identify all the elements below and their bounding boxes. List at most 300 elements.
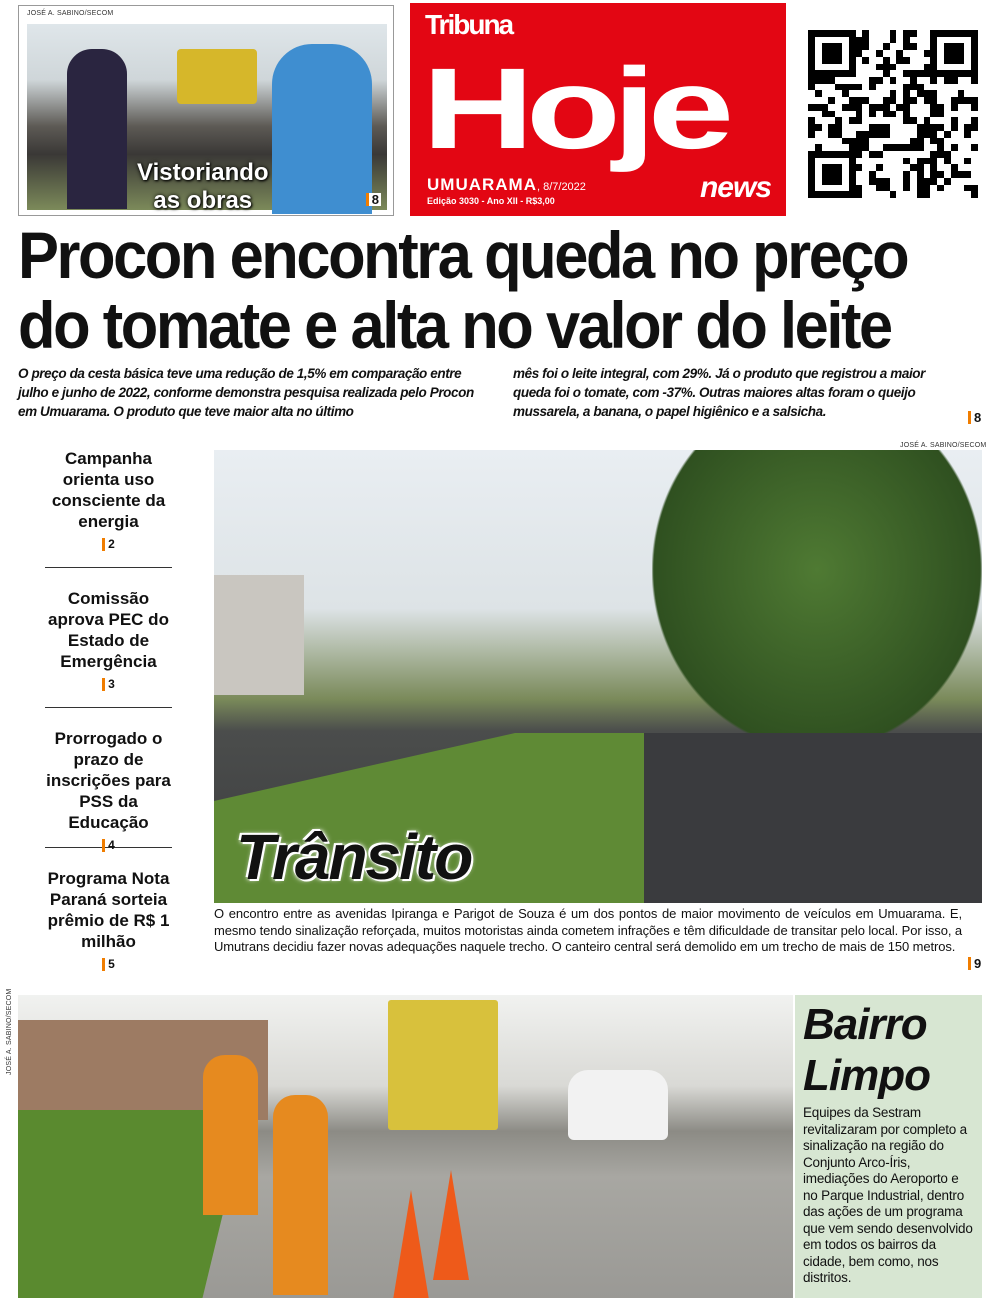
qr-module — [951, 131, 958, 138]
qr-module — [896, 90, 903, 97]
qr-module — [869, 178, 876, 185]
qr-module — [951, 84, 958, 91]
qr-module — [828, 37, 835, 44]
qr-module — [890, 117, 897, 124]
qr-module — [964, 164, 971, 171]
qr-module — [815, 43, 822, 50]
qr-module — [903, 64, 910, 71]
qr-module — [808, 43, 815, 50]
teaser-title: Prorrogado o prazo de inscrições para PSS da Educação — [46, 729, 171, 832]
qr-module — [924, 90, 931, 97]
qr-module — [944, 57, 951, 64]
qr-module — [944, 84, 951, 91]
qr-module — [808, 164, 815, 171]
qr-module — [869, 131, 876, 138]
qr-module — [835, 64, 842, 71]
qr-module — [917, 57, 924, 64]
qr-module — [815, 124, 822, 131]
qr-module — [910, 138, 917, 145]
qr-module — [971, 138, 978, 145]
qr-module — [876, 178, 883, 185]
top-teaser[interactable] — [18, 5, 394, 216]
qr-module — [835, 158, 842, 165]
qr-module — [869, 117, 876, 124]
qr-module — [828, 158, 835, 165]
qr-module — [815, 171, 822, 178]
qr-module — [958, 178, 965, 185]
qr-module — [849, 70, 856, 77]
qr-module — [951, 70, 958, 77]
qr-module — [842, 131, 849, 138]
qr-module — [910, 117, 917, 124]
qr-module — [849, 138, 856, 145]
qr-module — [876, 77, 883, 84]
qr-module — [964, 191, 971, 198]
qr-module — [883, 151, 890, 158]
qr-module — [924, 185, 931, 192]
masthead-logo — [410, 3, 786, 216]
qr-module — [937, 77, 944, 84]
qr-module — [903, 97, 910, 104]
qr-module — [815, 164, 822, 171]
photo-title: Trânsito — [236, 821, 472, 893]
qr-module — [958, 70, 965, 77]
qr-module — [903, 57, 910, 64]
qr-module — [822, 64, 829, 71]
qr-module — [856, 84, 863, 91]
qr-module — [958, 117, 965, 124]
qr-module — [862, 138, 869, 145]
qr-module — [944, 37, 951, 44]
qr-module — [930, 57, 937, 64]
qr-module — [930, 117, 937, 124]
qr-module — [971, 57, 978, 64]
qr-module — [876, 30, 883, 37]
qr-module — [903, 43, 910, 50]
qr-module — [924, 191, 931, 198]
qr-module — [849, 43, 856, 50]
qr-module — [862, 164, 869, 171]
qr-module — [842, 84, 849, 91]
qr-module — [930, 158, 937, 165]
qr-module — [930, 131, 937, 138]
qr-module — [944, 104, 951, 111]
qr-module — [930, 164, 937, 171]
qr-module — [937, 158, 944, 165]
qr-module — [944, 111, 951, 118]
qr-module — [937, 64, 944, 71]
qr-module — [917, 97, 924, 104]
qr-module — [808, 30, 815, 37]
qr-module — [910, 77, 917, 84]
qr-module — [808, 151, 815, 158]
qr-module — [808, 117, 815, 124]
qr-module — [896, 171, 903, 178]
qr-module — [964, 178, 971, 185]
qr-module — [849, 104, 856, 111]
qr-module — [896, 30, 903, 37]
qr-module — [930, 90, 937, 97]
qr-module — [856, 158, 863, 165]
qr-module — [890, 185, 897, 192]
qr-module — [856, 43, 863, 50]
qr-module — [917, 30, 924, 37]
qr-module — [890, 178, 897, 185]
qr-module — [890, 131, 897, 138]
qr-module — [849, 30, 856, 37]
qr-module — [971, 30, 978, 37]
qr-module — [964, 124, 971, 131]
qr-module — [835, 43, 842, 50]
qr-module — [808, 97, 815, 104]
qr-module — [815, 30, 822, 37]
qr-module — [937, 57, 944, 64]
qr-module — [903, 117, 910, 124]
person — [272, 44, 372, 214]
bairro-limpo-box[interactable] — [795, 995, 982, 1298]
qr-module — [944, 171, 951, 178]
qr-module — [890, 158, 897, 165]
qr-module — [896, 50, 903, 57]
qr-module — [822, 117, 829, 124]
qr-module — [862, 43, 869, 50]
qr-module — [896, 164, 903, 171]
qr-module — [808, 171, 815, 178]
qr-module — [917, 90, 924, 97]
qr-module — [971, 97, 978, 104]
qr-module — [944, 178, 951, 185]
qr-module — [937, 178, 944, 185]
qr-module — [828, 77, 835, 84]
qr-module — [883, 111, 890, 118]
qr-module — [828, 30, 835, 37]
qr-module — [971, 90, 978, 97]
qr-module — [828, 151, 835, 158]
qr-module — [883, 124, 890, 131]
qr-module — [917, 138, 924, 145]
qr-module — [828, 111, 835, 118]
teaser-photo — [27, 24, 387, 214]
qr-module — [856, 70, 863, 77]
qr-module — [876, 90, 883, 97]
qr-module — [835, 84, 842, 91]
qr-module — [876, 164, 883, 171]
qr-module — [937, 90, 944, 97]
qr-module — [924, 104, 931, 111]
qr-module — [856, 97, 863, 104]
qr-module — [964, 171, 971, 178]
qr-module — [944, 117, 951, 124]
photo-credit: JOSÉ A. SABINO/SECOM — [900, 442, 987, 449]
qr-module — [822, 104, 829, 111]
qr-module — [910, 84, 917, 91]
qr-module — [862, 90, 869, 97]
sidebar-item[interactable] — [45, 708, 172, 852]
qr-module — [944, 50, 951, 57]
qr-module — [958, 191, 965, 198]
qr-module — [964, 50, 971, 57]
qr-module — [856, 138, 863, 145]
qr-module — [971, 70, 978, 77]
qr-module — [883, 43, 890, 50]
qr-module — [883, 57, 890, 64]
qr-module — [917, 77, 924, 84]
qr-module — [815, 117, 822, 124]
qr-module — [951, 37, 958, 44]
qr-module — [924, 158, 931, 165]
qr-module — [910, 151, 917, 158]
qr-module — [924, 77, 931, 84]
qr-module — [856, 30, 863, 37]
qr-module — [883, 30, 890, 37]
qr-module — [903, 178, 910, 185]
qr-module — [876, 64, 883, 71]
qr-module — [842, 151, 849, 158]
qr-module — [937, 111, 944, 118]
qr-module — [903, 185, 910, 192]
qr-module — [842, 124, 849, 131]
qr-module — [958, 90, 965, 97]
qr-module — [924, 117, 931, 124]
qr-module — [828, 64, 835, 71]
qr-module — [862, 191, 869, 198]
qr-module — [896, 124, 903, 131]
qr-module — [808, 84, 815, 91]
qr-module — [958, 43, 965, 50]
box-title — [803, 999, 974, 1101]
qr-module — [951, 30, 958, 37]
qr-module — [910, 178, 917, 185]
qr-module — [944, 97, 951, 104]
qr-module — [971, 50, 978, 57]
qr-module — [944, 70, 951, 77]
qr-module — [862, 64, 869, 71]
qr-module — [964, 37, 971, 44]
qr-module — [842, 70, 849, 77]
main-photo-caption: O encontro entre as avenidas Ipiranga e Parigot de Souza é um dos pontos de maior movimento de veículos em Umuarama. E, mesmo tendo sinalização reforçada, muitos motoristas ainda cometem infrações e têm dificuldade de transitar pelo local. Por isso, a Umutrans decidiu fazer novas adequações naquele trecho. O canteiro central será demolido em um trecho de mais de 150 metros. — [214, 906, 962, 954]
qr-module — [937, 30, 944, 37]
qr-module — [822, 164, 829, 171]
qr-module — [896, 191, 903, 198]
city: UMUARAMA — [427, 175, 537, 194]
qr-module — [917, 191, 924, 198]
qr-module — [862, 84, 869, 91]
qr-module — [958, 131, 965, 138]
bottom-photo[interactable] — [18, 995, 793, 1298]
qr-module — [815, 185, 822, 192]
qr-module — [883, 90, 890, 97]
qr-module — [849, 84, 856, 91]
qr-module — [903, 144, 910, 151]
lead-body-col2: mês foi o leite integral, com 29%. Já o produto que registrou a maior queda foi o tomate, com -37%. Outras maiores altas foram o queijo mussarela, a banana, o papel higiênico e a salsicha. — [513, 366, 925, 419]
qr-module — [849, 185, 856, 192]
qr-module — [876, 131, 883, 138]
qr-module — [856, 57, 863, 64]
qr-module — [910, 185, 917, 192]
qr-module — [849, 158, 856, 165]
traffic-cone — [433, 1170, 469, 1280]
teaser-title: Programa Nota Paraná sorteia prêmio de R$ 1 milhão — [47, 869, 170, 951]
qr-module — [924, 124, 931, 131]
qr-module — [862, 104, 869, 111]
qr-module — [917, 151, 924, 158]
qr-module — [951, 138, 958, 145]
qr-module — [869, 30, 876, 37]
qr-module — [876, 138, 883, 145]
qr-module — [815, 50, 822, 57]
qr-module — [971, 131, 978, 138]
qr-code[interactable] — [808, 30, 978, 198]
qr-module — [964, 117, 971, 124]
qr-module — [835, 37, 842, 44]
qr-module — [903, 84, 910, 91]
qr-module — [815, 90, 822, 97]
qr-module — [910, 30, 917, 37]
qr-module — [828, 97, 835, 104]
qr-module — [856, 131, 863, 138]
qr-module — [896, 77, 903, 84]
qr-module — [828, 43, 835, 50]
qr-module — [869, 43, 876, 50]
qr-module — [883, 64, 890, 71]
brand-suffix: news — [699, 171, 771, 204]
qr-module — [842, 158, 849, 165]
qr-module — [958, 171, 965, 178]
qr-module — [828, 104, 835, 111]
qr-module — [964, 57, 971, 64]
qr-module — [924, 57, 931, 64]
sidebar-item[interactable] — [45, 448, 172, 568]
main-photo[interactable] — [214, 450, 982, 903]
qr-module — [856, 191, 863, 198]
teaser-title: Campanha orienta uso consciente da energia — [51, 449, 166, 531]
qr-module — [828, 50, 835, 57]
qr-module — [958, 144, 965, 151]
qr-module — [896, 43, 903, 50]
qr-module — [808, 144, 815, 151]
qr-module — [930, 104, 937, 111]
qr-module — [951, 64, 958, 71]
qr-module — [903, 77, 910, 84]
sidebar-item[interactable] — [45, 568, 172, 708]
qr-module — [808, 64, 815, 71]
qr-module — [835, 70, 842, 77]
qr-module — [842, 104, 849, 111]
qr-module — [951, 104, 958, 111]
qr-module — [869, 97, 876, 104]
truck — [388, 1000, 498, 1130]
qr-module — [971, 111, 978, 118]
qr-module — [924, 70, 931, 77]
qr-module — [896, 104, 903, 111]
qr-module — [924, 131, 931, 138]
qr-module — [951, 57, 958, 64]
qr-module — [883, 178, 890, 185]
qr-module — [849, 171, 856, 178]
qr-module — [903, 131, 910, 138]
qr-module — [958, 64, 965, 71]
qr-module — [876, 97, 883, 104]
qr-module — [930, 70, 937, 77]
qr-module — [951, 117, 958, 124]
qr-module — [835, 191, 842, 198]
qr-module — [937, 70, 944, 77]
qr-module — [862, 57, 869, 64]
qr-module — [828, 90, 835, 97]
qr-module — [903, 171, 910, 178]
qr-module — [890, 191, 897, 198]
qr-module — [808, 50, 815, 57]
qr-module — [896, 117, 903, 124]
page-ref: 2 — [102, 538, 115, 551]
qr-module — [808, 191, 815, 198]
qr-module — [842, 178, 849, 185]
qr-module — [869, 77, 876, 84]
qr-module — [890, 70, 897, 77]
qr-module — [862, 97, 869, 104]
qr-module — [958, 151, 965, 158]
qr-module — [856, 178, 863, 185]
qr-module — [910, 90, 917, 97]
qr-module — [862, 144, 869, 151]
road — [614, 733, 982, 903]
qr-module — [849, 151, 856, 158]
qr-module — [856, 37, 863, 44]
qr-module — [869, 90, 876, 97]
qr-module — [822, 90, 829, 97]
qr-module — [883, 117, 890, 124]
qr-module — [856, 64, 863, 71]
qr-module — [944, 158, 951, 165]
qr-module — [964, 43, 971, 50]
qr-module — [930, 185, 937, 192]
qr-module — [815, 70, 822, 77]
qr-module — [910, 43, 917, 50]
qr-module — [869, 144, 876, 151]
qr-module — [924, 50, 931, 57]
qr-module — [944, 151, 951, 158]
qr-module — [971, 117, 978, 124]
qr-module — [917, 64, 924, 71]
qr-module — [883, 164, 890, 171]
lead-headline[interactable] — [18, 220, 920, 360]
qr-module — [964, 185, 971, 192]
qr-module — [849, 90, 856, 97]
page-ref: 9 — [968, 957, 981, 970]
qr-module — [828, 191, 835, 198]
qr-module — [951, 97, 958, 104]
sidebar-item[interactable] — [45, 848, 172, 988]
qr-module — [849, 178, 856, 185]
qr-module — [971, 158, 978, 165]
qr-module — [890, 124, 897, 131]
qr-module — [951, 90, 958, 97]
qr-module — [815, 131, 822, 138]
qr-module — [903, 30, 910, 37]
qr-module — [862, 131, 869, 138]
qr-module — [937, 185, 944, 192]
teaser-title: Comissão aprova PEC do Estado de Emergência — [48, 589, 169, 671]
qr-module — [849, 97, 856, 104]
qr-module — [964, 77, 971, 84]
qr-module — [964, 144, 971, 151]
qr-module — [849, 111, 856, 118]
qr-module — [910, 111, 917, 118]
qr-module — [917, 70, 924, 77]
qr-module — [822, 131, 829, 138]
qr-module — [910, 50, 917, 57]
qr-module — [815, 84, 822, 91]
